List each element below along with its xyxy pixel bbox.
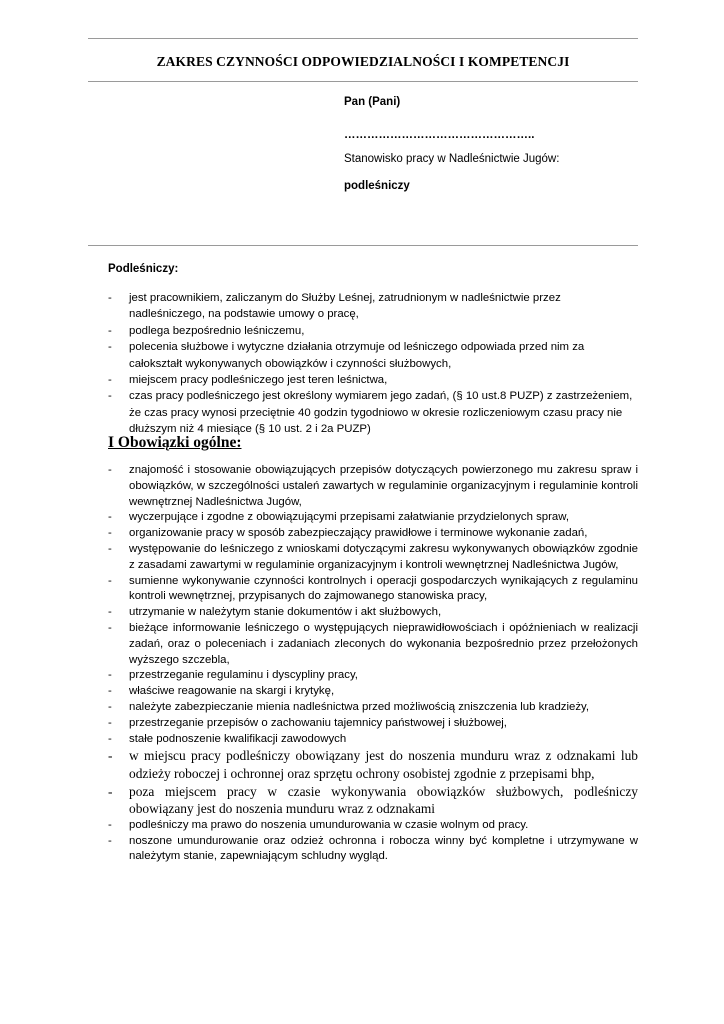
list-item: - czas pracy podleśniczego jest określony wymiarem jego zadań, (§ 10 ust.8 PUZP) z zastrzeżeniem, że czas pracy wynosi przeciętnie 40 godzin tygodniowo w okresie rozliczeniowym czasu pracy nie dłuższym niż 4 miesiące (§ 10 ust. 2 i 2a PUZP) <box>108 388 638 437</box>
intro-list <box>108 290 638 438</box>
intro-label: Podleśniczy: <box>108 263 179 275</box>
recipient-salutation: Pan (Pani) <box>344 96 401 108</box>
list-item: - utrzymanie w należytym stanie dokumentów i akt służbowych, <box>108 605 638 621</box>
list-item: - podleśniczy ma prawo do noszenia umundurowania w czasie wolnym od pracy. <box>108 818 638 834</box>
list-item: - noszone umundurowanie oraz odzież ochronna i robocza winny być kompletne i utrzymywane w należytym stanie, zapewniającym schludny wygląd. <box>108 834 638 866</box>
list-item: - bieżące informowanie leśniczego o występujących nieprawidłowościach i opóźnieniach w realizacji zadań, oraz o poleceniach i zadaniach zleconych do wykonania bezpośrednio przez przełożonych wyższego szczebla, <box>108 621 638 668</box>
list-item: - należyte zabezpieczanie mienia nadleśnictwa przed możliwością zniszczenia lub kradzieży, <box>108 700 638 716</box>
list-item: - polecenia służbowe i wytyczne działania otrzymuje od leśniczego odpowiada przed nim za całokształt wykonywanych obowiązków i czynności służbowych, <box>108 339 638 372</box>
list-item: - organizowanie pracy w sposób zabezpieczający prawidłowe i terminowe wykonanie zadań, <box>108 526 638 542</box>
list-item: - w miejscu pracy podleśniczy obowiązany jest do noszenia munduru wraz z odznakami lub odzieży roboczej i ochronnej oraz sprzętu ochrony osobistej zgodnie z przepisami bhp, <box>108 747 638 782</box>
header-rule <box>88 245 638 246</box>
list-item: - przestrzeganie przepisów o zachowaniu tajemnicy państwowej i służbowej, <box>108 716 638 732</box>
list-item: - sumienne wykonywanie czynności kontrolnych i operacji gospodarczych wynikających z regulaminu kontroli wewnętrznej, przypisanych do zajmowanego stanowiska pracy, <box>108 574 638 606</box>
duties-list <box>108 463 638 865</box>
title-rule <box>88 81 638 82</box>
list-item: - wyczerpujące i zgodne z obowiązującymi przepisami załatwianie przydzielonych spraw, <box>108 510 638 526</box>
list-item: - występowanie do leśniczego z wnioskami dotyczącymi zakresu wykonywanych obowiązków zgodnie z zasadami zawartymi w regulaminie organizacyjnym i kontroli wewnętrznej Nadleśnictwa Jugów, <box>108 542 638 574</box>
list-item: - właściwe reagowanie na skargi i krytykę, <box>108 684 638 700</box>
document-title: ZAKRES CZYNNOŚCI ODPOWIEDZIALNOŚCI I KOMPETENCJI <box>156 54 570 69</box>
list-item: - przestrzeganie regulaminu i dyscypliny pracy, <box>108 668 638 684</box>
top-rule <box>88 38 638 39</box>
list-item: - podlega bezpośrednio leśniczemu, <box>108 323 638 339</box>
list-item: - poza miejscem pracy w czasie wykonywania obowiązków służbowych, podleśniczy obowiązany jest do noszenia munduru wraz z odznakami <box>108 783 638 818</box>
list-item: - stałe podnoszenie kwalifikacji zawodowych <box>108 732 638 748</box>
position-value: podleśniczy <box>344 180 410 192</box>
recipient-name-placeholder: ………………………………………….. <box>344 129 535 141</box>
list-item: - miejscem pracy podleśniczego jest teren leśnictwa, <box>108 372 638 388</box>
section-heading: I Obowiązki ogólne: <box>108 434 242 451</box>
list-item: - znajomość i stosowanie obowiązujących przepisów dotyczących powierzonego mu zakresu spraw i obowiązków, w szczególności ustaleń zawartych w regulaminie organizacyjnym i regulaminie kontroli wewnętrznej Nadleśnictwa Jugów, <box>108 463 638 510</box>
position-label: Stanowisko pracy w Nadleśnictwie Jugów: <box>344 153 560 165</box>
list-item: - jest pracownikiem, zaliczanym do Służby Leśnej, zatrudnionym w nadleśnictwie przez nadleśniczego, na podstawie umowy o pracę, <box>108 290 638 323</box>
